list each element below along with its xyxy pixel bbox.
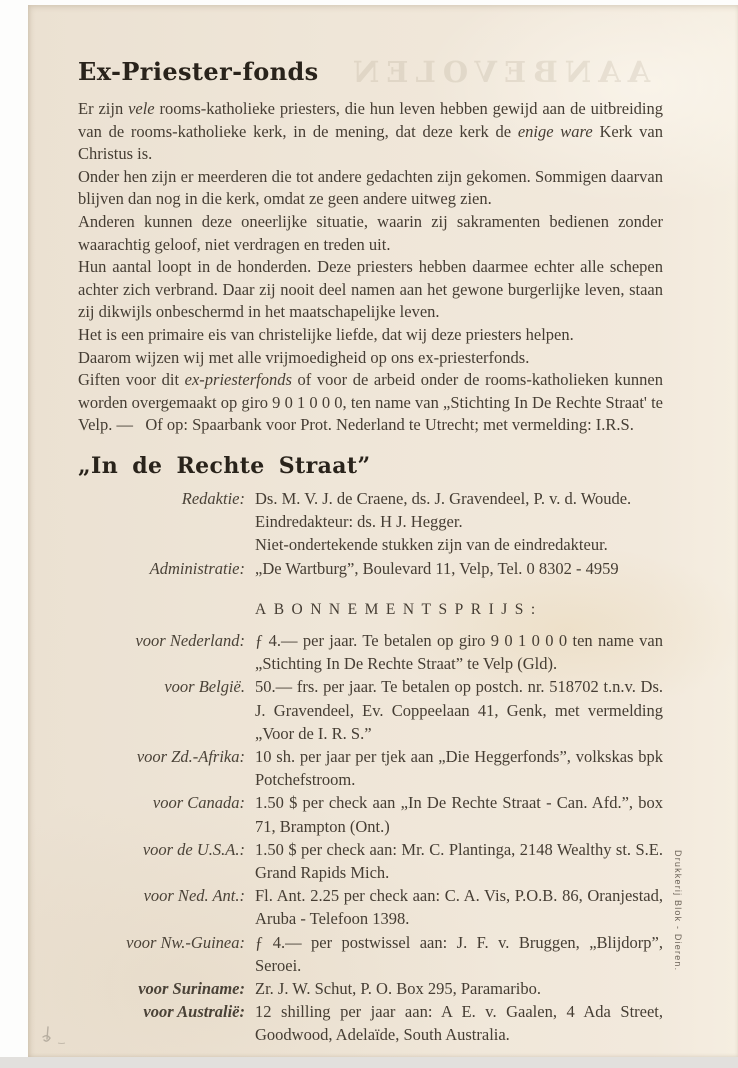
price-details: ƒ 4.— per postwissel aan: J. F. v. Bruggen, „Blijdorp”, Seroei. xyxy=(255,932,663,975)
country-label: voor België. xyxy=(164,677,245,697)
fund-paragraph: Anderen kunnen deze oneerlijke situatie, waarin zij sakramenten bedienen zonder waarachtig geloof, niet verdragen en treden uit. xyxy=(78,211,663,254)
scanned-page-paper xyxy=(28,5,738,1057)
price-details: 1.50 $ per check aan: Mr. C. Plantinga, 2148 Wealthy st. S.E. Grand Rapids Mich. xyxy=(255,839,663,883)
price-details: 10 sh. per jaar per tjek aan „Die Heggerfonds”, volkskas bpk Potchefstroom. xyxy=(255,747,663,790)
masthead-value: „De Wartburg”, Boulevard 11, Velp, Tel. 0 8302 - 4959 xyxy=(255,558,619,578)
fund-paragraph: Onder hen zijn er meerderen die tot andere gedachten zijn gekomen. Sommigen daarvan blijven dan nog in die kerk, omdat ze geen andere uitweg zien. xyxy=(78,166,663,209)
fund-body-text xyxy=(78,98,663,437)
masthead-label: Administratie: xyxy=(149,558,245,578)
country-label: voor Nederland: xyxy=(135,631,245,650)
subscription-price-list xyxy=(55,629,663,1047)
fund-paragraph: Het is een primaire eis van christelijke liefde, dat wij deze priesters helpen. xyxy=(78,324,574,344)
section-title-in-de-rechte-straat: „In de Rechte Straat” xyxy=(78,453,371,479)
country-label: voor Zd.-Afrika: xyxy=(136,747,245,767)
masthead-label: Redaktie: xyxy=(181,489,245,508)
country-label: voor Nw.-Guinea: xyxy=(126,932,245,952)
pencil-mark xyxy=(34,1023,68,1057)
printer-credit: Drukkerij Blok - Dieren. xyxy=(673,850,683,972)
price-details: ƒ 4.— per jaar. Te betalen op giro 9 0 1 0 0 0 ten name van „Stichting In De Rechte Straat” te Velp (Gld). xyxy=(255,631,663,674)
subscription-price-heading: ABONNEMENTSPRIJS: xyxy=(255,601,543,618)
fund-paragraph: Giften voor dit ex-priesterfonds of voor de arbeid onder de rooms-katholieken kunnen worden overgemaakt op giro 9 0 1 0 0 0, ten name van „Stichting In De Rechte Straat' te Velp. — Of op: Spaarbank voor Prot. Nederland te Utrecht; met vermelding: I.R.S. xyxy=(78,370,663,435)
masthead-value: Ds. M. V. J. de Craene, ds. J. Gravendeel, P. v. d. Woude. xyxy=(255,489,632,508)
masthead-value: Eindredakteur: ds. H J. Hegger. xyxy=(255,512,463,532)
country-label: voor Ned. Ant.: xyxy=(143,886,245,906)
price-details: Fl. Ant. 2.25 per check aan: C. A. Vis, P.O.B. 86, Oranjestad, Aruba - Telefoon 1398. xyxy=(255,886,663,929)
price-details: 1.50 $ per check aan „In De Rechte Straat - Can. Afd.”, box 71, Brampton (Ont.) xyxy=(255,793,663,836)
fund-paragraph: Hun aantal loopt in de honderden. Deze priesters hebben daarmee echter alle schepen achter zich verbrand. Daar zij nooit deel namen aan het gewone burgerlijke leven, staan zij dikwijls onbeschermd in het maatschapelijke leven. xyxy=(78,257,663,322)
price-details: Zr. J. W. Schut, P. O. Box 295, Paramaribo. xyxy=(255,979,542,999)
country-label: voor de U.S.A.: xyxy=(142,839,245,859)
price-details: 50.— frs. per jaar. Te betalen op postch. nr. 518702 t.n.v. Ds. J. Gravendeel, Ev. Coppeelaan 41, Genk, met vermelding „Voor de I. R. S.” xyxy=(255,677,663,743)
country-label: voor Australië: xyxy=(143,1002,245,1022)
scan-bottom-margin xyxy=(0,1057,738,1068)
fund-paragraph: Er zijn vele rooms-katholieke priesters, die hun leven hebben gewijd aan de uitbreiding van de rooms-katholieke kerk, in de mening, dat deze kerk de enige ware Kerk van Christus is. xyxy=(78,99,664,164)
masthead-label xyxy=(55,510,245,533)
fund-paragraph: Daarom wijzen wij met alle vrijmoedigheid op ons ex-priesterfonds. xyxy=(78,347,530,367)
section-title-ex-priester-fonds: Ex-Priester-fonds xyxy=(78,57,319,86)
masthead-label xyxy=(55,533,245,556)
country-label: voor Suriname: xyxy=(138,979,245,999)
ghost-showthrough-text: AANBEVOLEN xyxy=(345,55,651,89)
price-details: 12 shilling per jaar aan: A E. v. Gaalen, 4 Ada Street, Goodwood, Adelaïde, South Australia. xyxy=(255,1002,663,1045)
masthead-value: Niet-ondertekende stukken zijn van de eindredakteur. xyxy=(255,535,608,555)
country-label: voor Canada: xyxy=(152,793,245,813)
masthead-info xyxy=(55,487,663,580)
